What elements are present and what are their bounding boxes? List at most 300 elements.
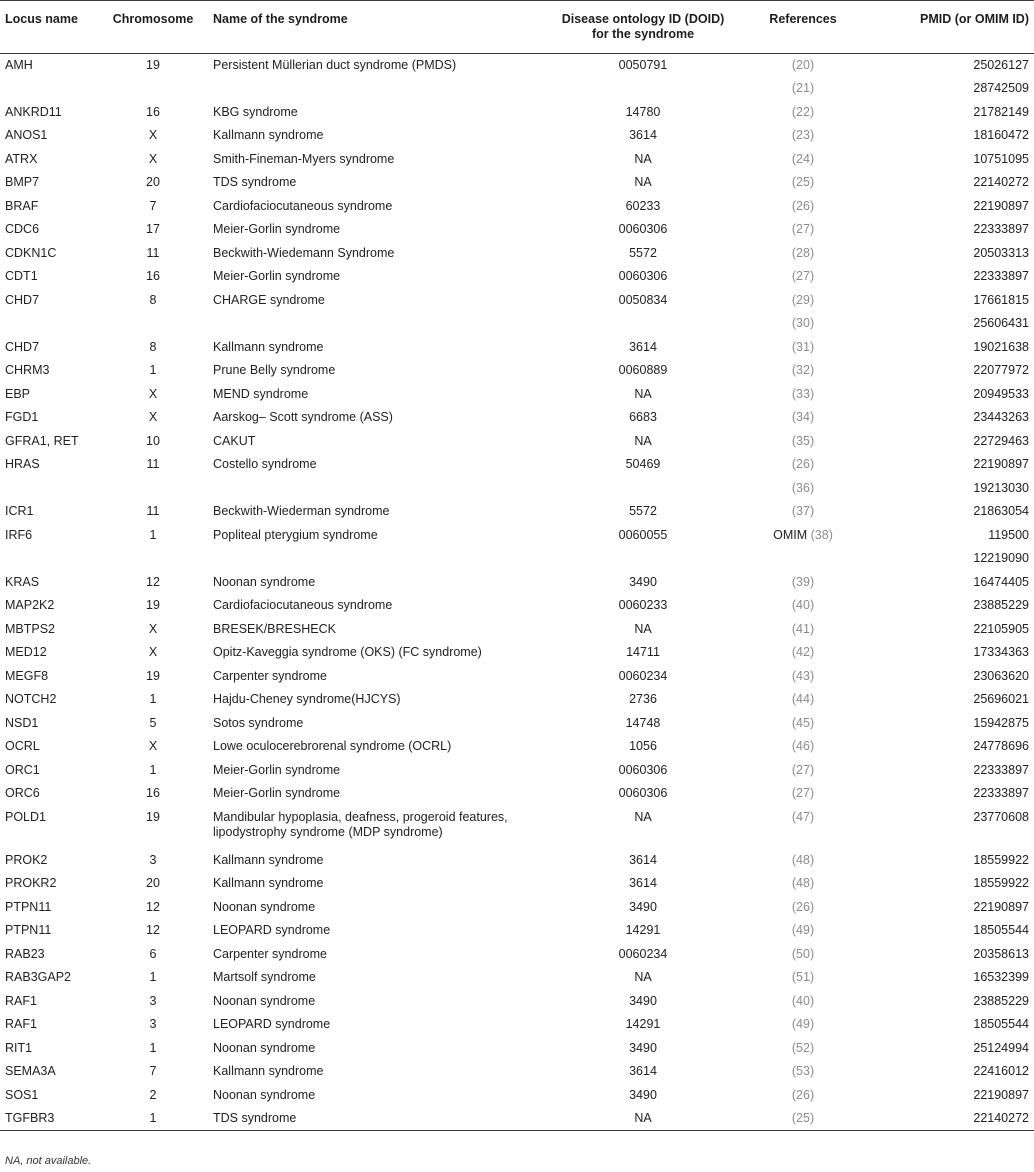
cell-chromosome: 3 xyxy=(149,1017,157,1031)
cell-chromosome: 2 xyxy=(149,1087,157,1102)
cell-locus: SOS1 xyxy=(5,1087,39,1102)
cell-doid xyxy=(553,547,733,571)
reference-number: (22) xyxy=(791,104,815,119)
cell-locus: GFRA1, RET xyxy=(5,433,79,448)
cell-syndrome: CHARGE syndrome xyxy=(213,292,325,307)
cell-chromosome: 8 xyxy=(149,292,157,307)
cell-doid: 14711 xyxy=(626,645,660,659)
cell-chromosome: 11 xyxy=(146,457,160,471)
cell-chromosome: 19 xyxy=(146,809,160,824)
cell-locus: POLD1 xyxy=(5,809,46,824)
cell-chromosome: X xyxy=(148,386,158,401)
cell-doid: 14291 xyxy=(625,923,661,937)
reference-number: (45) xyxy=(791,715,815,730)
reference-number: (25) xyxy=(791,175,815,189)
cell-reference xyxy=(733,1060,873,1084)
cell-chromosome xyxy=(101,477,205,501)
cell-syndrome xyxy=(205,77,553,101)
reference-number: (48) xyxy=(791,876,815,890)
cell-chromosome: X xyxy=(148,151,158,166)
cell-doid: NA xyxy=(634,175,652,189)
table-row xyxy=(0,312,1034,336)
cell-locus: PTPN11 xyxy=(5,899,52,914)
cell-pmid: 15942875 xyxy=(973,715,1029,730)
cell-pmid: 18559922 xyxy=(973,876,1029,890)
cell-doid: 0060055 xyxy=(618,527,668,542)
cell-chromosome: 20 xyxy=(146,876,160,890)
cell-doid: 14780 xyxy=(625,104,661,119)
table-row xyxy=(0,406,1034,430)
cell-pmid: 21782149 xyxy=(973,104,1029,119)
table-row xyxy=(0,943,1034,967)
cell-pmid: 23885229 xyxy=(973,598,1029,612)
cell-doid: 6683 xyxy=(629,410,657,424)
cell-doid: 14748 xyxy=(625,715,661,730)
cell-syndrome: Meier-Gorlin syndrome xyxy=(213,762,341,777)
reference-number: (46) xyxy=(791,739,815,753)
cell-reference xyxy=(733,524,873,548)
table-row xyxy=(0,919,1034,943)
cell-locus: CHD7 xyxy=(5,292,40,307)
cell-locus: CDC6 xyxy=(5,222,40,236)
cell-syndrome: Noonan syndrome xyxy=(213,1087,316,1102)
cell-locus: CDT1 xyxy=(5,269,38,283)
cell-pmid: 16532399 xyxy=(973,970,1029,984)
cell-syndrome: Kallmann syndrome xyxy=(213,1064,324,1078)
reference-number: (33) xyxy=(791,386,815,401)
cell-doid: 5572 xyxy=(629,245,657,260)
table-footnote: NA, not available. xyxy=(5,1155,92,1167)
cell-syndrome: Hajdu-Cheney syndrome(HJCYS) xyxy=(213,692,401,706)
cell-syndrome: LEOPARD syndrome xyxy=(213,923,331,937)
reference-number: (27) xyxy=(791,222,815,236)
cell-pmid: 22105905 xyxy=(973,621,1029,636)
cell-reference xyxy=(733,759,873,783)
cell-pmid: 22140272 xyxy=(973,1111,1029,1125)
header-doid-line2: for the syndrome xyxy=(591,27,695,41)
reference-number: (50) xyxy=(791,946,815,961)
cell-locus: SEMA3A xyxy=(5,1064,56,1078)
cell-locus: RAB23 xyxy=(5,946,45,961)
table-header-row xyxy=(0,1,1034,54)
reference-number: (35) xyxy=(791,433,815,448)
cell-locus: NOTCH2 xyxy=(5,692,57,706)
cell-syndrome: Opitz-Kaveggia syndrome (OKS) (FC syndrome) xyxy=(213,645,482,659)
cell-doid xyxy=(553,477,733,501)
cell-syndrome: Noonan syndrome xyxy=(213,899,316,914)
cell-doid: 3614 xyxy=(629,852,657,867)
cell-doid: 3614 xyxy=(629,128,657,142)
cell-syndrome xyxy=(205,477,553,501)
reference-number: (32) xyxy=(791,363,815,377)
cell-reference xyxy=(733,1013,873,1037)
table-row xyxy=(0,712,1034,736)
cell-doid: 0060889 xyxy=(618,363,668,377)
table-row xyxy=(0,383,1034,407)
cell-reference xyxy=(733,265,873,289)
table-row xyxy=(0,594,1034,618)
cell-syndrome: Lowe oculocerebrorenal syndrome (OCRL) xyxy=(213,739,452,753)
cell-locus: MAP2K2 xyxy=(5,598,55,612)
cell-doid: 0060306 xyxy=(618,786,668,800)
reference-number: (43) xyxy=(791,668,815,683)
cell-doid: 0050791 xyxy=(618,58,668,72)
cell-pmid: 28742509 xyxy=(973,81,1029,95)
reference-number: (40) xyxy=(791,598,815,612)
cell-pmid: 25606431 xyxy=(973,316,1029,330)
cell-chromosome: 7 xyxy=(149,198,157,213)
cell-doid: NA xyxy=(634,621,652,636)
cell-reference xyxy=(733,735,873,759)
cell-pmid: 23063620 xyxy=(973,668,1029,683)
cell-doid xyxy=(553,77,733,101)
cell-syndrome: Prune Belly syndrome xyxy=(213,363,336,377)
reference-number: (49) xyxy=(791,923,815,937)
cell-doid: 60233 xyxy=(625,198,661,213)
cell-doid: 0050834 xyxy=(618,292,668,307)
cell-reference xyxy=(733,547,873,571)
table-row xyxy=(0,966,1034,990)
table-row xyxy=(0,500,1034,524)
cell-reference xyxy=(733,571,873,595)
cell-chromosome xyxy=(101,547,205,571)
cell-syndrome: TDS syndrome xyxy=(213,1111,297,1125)
cell-doid: 3614 xyxy=(629,339,657,354)
table-row xyxy=(0,124,1034,148)
cell-chromosome: 12 xyxy=(146,574,160,589)
cell-reference xyxy=(733,477,873,501)
cell-pmid: 22190897 xyxy=(973,1087,1029,1102)
cell-syndrome: Popliteal pterygium syndrome xyxy=(213,527,378,542)
cell-locus: NSD1 xyxy=(5,715,39,730)
cell-doid: 0060234 xyxy=(618,668,668,683)
reference-number: (53) xyxy=(791,1064,815,1078)
cell-pmid: 17661815 xyxy=(973,292,1029,307)
cell-locus: IRF6 xyxy=(5,527,33,542)
table-row xyxy=(0,806,1034,849)
cell-locus: MED12 xyxy=(5,645,47,659)
cell-pmid: 23885229 xyxy=(973,993,1029,1008)
cell-pmid: 22190897 xyxy=(973,899,1029,914)
cell-locus: ORC1 xyxy=(5,762,40,777)
cell-chromosome: 19 xyxy=(146,58,160,72)
cell-chromosome: 20 xyxy=(146,175,160,189)
table-row xyxy=(0,1013,1034,1037)
cell-syndrome: Carpenter syndrome xyxy=(213,668,327,683)
cell-pmid: 25124994 xyxy=(973,1040,1029,1055)
cell-locus xyxy=(0,312,101,336)
reference-number: (24) xyxy=(791,151,815,166)
cell-chromosome: 16 xyxy=(146,269,160,283)
cell-reference xyxy=(733,124,873,148)
cell-syndrome: LEOPARD syndrome xyxy=(213,1017,331,1031)
cell-chromosome: 16 xyxy=(146,786,160,800)
cell-reference xyxy=(733,500,873,524)
cell-locus: ANKRD11 xyxy=(5,104,62,119)
header-locus: Locus name xyxy=(5,12,78,26)
table-row xyxy=(0,195,1034,219)
cell-syndrome: Meier-Gorlin syndrome xyxy=(213,786,341,800)
cell-doid: 2736 xyxy=(629,692,657,706)
cell-syndrome: Beckwith-Wiedemann Syndrome xyxy=(213,245,395,260)
cell-doid: 3490 xyxy=(629,574,657,589)
cell-pmid: 18559922 xyxy=(973,852,1029,867)
reference-number: (52) xyxy=(791,1040,815,1055)
cell-locus: CHD7 xyxy=(5,339,40,354)
cell-pmid: 12219090 xyxy=(973,551,1029,565)
reference-number: (26) xyxy=(791,1087,815,1102)
cell-locus: BMP7 xyxy=(5,175,40,189)
cell-syndrome: Kallmann syndrome xyxy=(213,876,324,890)
reference-number: (51) xyxy=(791,970,815,984)
cell-doid: NA xyxy=(634,970,652,984)
cell-locus: TGFBR3 xyxy=(5,1111,55,1125)
cell-pmid: 19213030 xyxy=(973,480,1029,495)
cell-chromosome: X xyxy=(148,410,158,424)
cell-syndrome: Noonan syndrome xyxy=(213,574,316,589)
cell-syndrome: Kallmann syndrome xyxy=(213,128,324,142)
cell-locus: PROK2 xyxy=(5,852,48,867)
reference-number: (42) xyxy=(791,645,815,659)
reference-number: (27) xyxy=(791,269,815,283)
cell-pmid: 16474405 xyxy=(973,574,1029,589)
table-row xyxy=(0,430,1034,454)
cell-locus: OCRL xyxy=(5,739,40,753)
table-row xyxy=(0,872,1034,896)
cell-pmid: 20503313 xyxy=(973,245,1029,260)
cell-reference xyxy=(733,712,873,736)
cell-syndrome: Carpenter syndrome xyxy=(213,946,327,961)
table-row xyxy=(0,265,1034,289)
cell-reference xyxy=(733,289,873,313)
table-row xyxy=(0,218,1034,242)
cell-pmid: 22333897 xyxy=(973,762,1029,777)
table-row xyxy=(0,289,1034,313)
cell-pmid: 17334363 xyxy=(973,645,1029,659)
cell-syndrome: Sotos syndrome xyxy=(213,715,304,730)
cell-reference xyxy=(733,1037,873,1061)
cell-reference xyxy=(733,383,873,407)
cell-pmid: 22190897 xyxy=(973,457,1029,471)
cell-locus xyxy=(0,77,101,101)
cell-reference xyxy=(733,242,873,266)
table-row xyxy=(0,735,1034,759)
reference-number: (38) xyxy=(810,527,833,542)
cell-locus: CDKN1C xyxy=(5,245,57,260)
cell-reference xyxy=(733,336,873,360)
cell-doid: 3614 xyxy=(629,1064,657,1078)
cell-chromosome: 1 xyxy=(149,1040,157,1055)
cell-doid: 14291 xyxy=(625,1017,661,1031)
cell-pmid: 22729463 xyxy=(973,433,1029,448)
cell-chromosome: 1 xyxy=(149,363,157,377)
cell-reference xyxy=(733,406,873,430)
reference-number: (25) xyxy=(791,1111,815,1125)
table-row xyxy=(0,77,1034,101)
table-row xyxy=(0,571,1034,595)
cell-reference xyxy=(733,896,873,920)
reference-number: (26) xyxy=(791,899,815,914)
cell-pmid: 22190897 xyxy=(973,198,1029,213)
table-row xyxy=(0,782,1034,806)
cell-syndrome: TDS syndrome xyxy=(213,175,297,189)
cell-locus: MEGF8 xyxy=(5,668,49,683)
cell-chromosome: 5 xyxy=(149,715,157,730)
cell-reference xyxy=(733,430,873,454)
cell-chromosome: 1 xyxy=(149,692,157,706)
cell-doid: 3490 xyxy=(629,1040,657,1055)
cell-syndrome: MEND syndrome xyxy=(213,386,309,401)
cell-locus: PTPN11 xyxy=(5,923,52,937)
reference-number: (29) xyxy=(791,292,815,307)
cell-doid: 3614 xyxy=(629,876,657,890)
cell-chromosome: X xyxy=(148,621,158,636)
cell-doid: 3490 xyxy=(629,899,657,914)
cell-locus: ORC6 xyxy=(5,786,40,800)
cell-syndrome: Noonan syndrome xyxy=(213,1040,316,1055)
cell-reference xyxy=(733,990,873,1014)
cell-syndrome: Cardiofaciocutaneous syndrome xyxy=(213,598,393,612)
reference-number: (41) xyxy=(791,621,815,636)
cell-locus: FGD1 xyxy=(5,410,39,424)
cell-chromosome: 11 xyxy=(146,245,160,260)
reference-number: (20) xyxy=(791,58,815,72)
cell-syndrome: BRESEK/BRESHECK xyxy=(213,621,336,636)
cell-locus: RAB3GAP2 xyxy=(5,970,72,984)
cell-reference xyxy=(733,1084,873,1108)
cell-syndrome: Meier-Gorlin syndrome xyxy=(213,269,341,283)
table-body xyxy=(0,54,1034,1131)
table-row xyxy=(0,688,1034,712)
cell-chromosome: X xyxy=(148,128,158,142)
cell-doid: NA xyxy=(634,809,652,824)
table-row xyxy=(0,242,1034,266)
reference-number: (26) xyxy=(791,457,815,471)
cell-doid: 0060306 xyxy=(618,762,668,777)
cell-syndrome: Mandibular hypoplasia, deafness, progeroid features, lipodystrophy syndrome (MDP syndrome) xyxy=(213,809,508,839)
cell-chromosome: 12 xyxy=(146,923,160,937)
cell-reference xyxy=(733,872,873,896)
cell-syndrome: Kallmann syndrome xyxy=(213,339,324,354)
cell-chromosome: X xyxy=(148,739,158,753)
reference-number: (36) xyxy=(791,480,815,495)
cell-reference xyxy=(733,919,873,943)
cell-chromosome: 3 xyxy=(149,993,157,1008)
cell-reference xyxy=(733,943,873,967)
cell-chromosome: 17 xyxy=(146,222,160,236)
header-syndrome: Name of the syndrome xyxy=(213,12,348,26)
cell-reference xyxy=(733,641,873,665)
cell-pmid: 18505544 xyxy=(973,923,1029,937)
cell-doid: 0060306 xyxy=(618,269,668,283)
cell-locus: CHRM3 xyxy=(5,363,50,377)
cell-pmid: 23443263 xyxy=(973,410,1029,424)
table-row xyxy=(0,759,1034,783)
cell-reference xyxy=(733,77,873,101)
cell-reference xyxy=(733,618,873,642)
cell-locus: KRAS xyxy=(5,574,40,589)
cell-reference xyxy=(733,312,873,336)
cell-syndrome: Martsolf syndrome xyxy=(213,970,316,984)
cell-doid: NA xyxy=(634,151,652,166)
cell-chromosome: 1 xyxy=(149,970,157,984)
cell-locus: MBTPS2 xyxy=(5,621,56,636)
reference-number: (28) xyxy=(791,245,815,260)
table-row xyxy=(0,336,1034,360)
cell-pmid: 25696021 xyxy=(973,692,1029,706)
cell-locus: RAF1 xyxy=(5,1017,37,1031)
cell-syndrome: KBG syndrome xyxy=(213,104,298,119)
cell-doid: 0060306 xyxy=(618,222,668,236)
cell-locus: BRAF xyxy=(5,198,39,213)
reference-number: (49) xyxy=(791,1017,815,1031)
reference-number: (26) xyxy=(791,198,815,213)
cell-chromosome: 19 xyxy=(146,598,160,612)
cell-pmid: 22333897 xyxy=(973,786,1029,800)
table-row xyxy=(0,1107,1034,1131)
cell-syndrome: Cardiofaciocutaneous syndrome xyxy=(213,198,393,213)
cell-doid: NA xyxy=(634,1111,652,1125)
reference-number: (39) xyxy=(791,574,815,589)
cell-doid: NA xyxy=(634,433,652,448)
cell-pmid: 20358613 xyxy=(973,946,1029,961)
table-row xyxy=(0,54,1034,78)
cell-chromosome: 19 xyxy=(146,668,160,683)
cell-syndrome: Beckwith-Wiederman syndrome xyxy=(213,504,390,518)
cell-pmid: 22416012 xyxy=(973,1064,1029,1078)
cell-syndrome: Noonan syndrome xyxy=(213,993,316,1008)
table-row xyxy=(0,1084,1034,1108)
cell-reference xyxy=(733,806,873,849)
cell-chromosome: 3 xyxy=(149,852,157,867)
cell-locus: ICR1 xyxy=(5,504,34,518)
cell-locus: RIT1 xyxy=(5,1040,33,1055)
cell-pmid: 10751095 xyxy=(973,151,1029,166)
cell-doid: 3490 xyxy=(629,993,657,1008)
cell-doid xyxy=(553,312,733,336)
cell-pmid: 25026127 xyxy=(973,58,1029,72)
table-row xyxy=(0,477,1034,501)
cell-pmid: 18160472 xyxy=(973,128,1029,142)
cell-chromosome: X xyxy=(148,645,158,659)
cell-reference xyxy=(733,966,873,990)
cell-chromosome: 8 xyxy=(149,339,157,354)
cell-syndrome: Kallmann syndrome xyxy=(213,852,324,867)
cell-doid: 50469 xyxy=(625,457,661,471)
table-row xyxy=(0,148,1034,172)
table-row xyxy=(0,359,1034,383)
cell-locus: EBP xyxy=(5,386,31,401)
cell-syndrome: Persistent Müllerian duct syndrome (PMDS) xyxy=(213,58,457,72)
table-row xyxy=(0,849,1034,873)
cell-doid: 3490 xyxy=(629,1087,657,1102)
cell-pmid: 20949533 xyxy=(973,386,1029,401)
table-row xyxy=(0,990,1034,1014)
cell-pmid: 24778696 xyxy=(973,739,1029,753)
reference-number: (27) xyxy=(791,762,815,777)
cell-pmid: 18505544 xyxy=(973,1017,1029,1031)
cell-reference xyxy=(733,101,873,125)
cell-chromosome xyxy=(101,312,205,336)
cell-chromosome: 16 xyxy=(146,104,160,119)
table-row xyxy=(0,524,1034,548)
cell-syndrome: Aarskog– Scott syndrome (ASS) xyxy=(213,410,393,424)
cell-reference xyxy=(733,195,873,219)
reference-prefix: OMIM xyxy=(773,527,811,542)
cell-locus: ATRX xyxy=(5,151,38,166)
cell-chromosome: 12 xyxy=(146,899,160,914)
cell-reference xyxy=(733,665,873,689)
